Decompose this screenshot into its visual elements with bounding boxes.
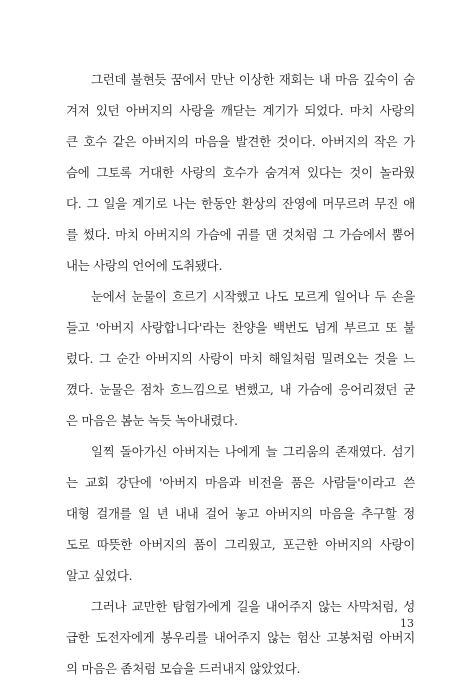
text-line: 알고 싶었다. (66, 568, 133, 583)
text-line: 렀다. 그 순간 아버지의 사랑이 마치 해일처럼 밀려오는 것을 느 (66, 351, 415, 366)
text-line: 의 마음은 좀처럼 모습을 드러내지 않았었다. (66, 661, 301, 676)
text-line: 는 교회 강단에 '아버지 마음과 비전을 품은 사람들'이라고 쓴 (66, 475, 415, 490)
text-line: 내는 사랑의 언어에 도취됐다. (66, 258, 223, 273)
text-line: 눈에서 눈물이 흐르기 시작했고 나도 모르게 일어나 두 손을 (91, 289, 415, 304)
text-line: 슴에 그토록 거대한 사랑의 호수가 숨겨져 있다는 것이 놀라웠 (66, 165, 415, 180)
text-line: 대형 걸개를 일 년 내내 걸어 놓고 아버지의 마음을 추구할 정 (66, 506, 415, 521)
paragraph-1 (66, 64, 415, 281)
paragraph-3 (66, 436, 415, 591)
text-line: 도로 따뜻한 아버지의 품이 그리웠고, 포근한 아버지의 사랑이 (66, 537, 415, 552)
text-line: 은 마음은 봄눈 녹듯 녹아내렸다. (66, 413, 238, 428)
paragraph-2 (66, 281, 415, 436)
text-line: 들고 '아버지 사랑합니다'라는 찬양을 백번도 넘게 부르고 또 불 (66, 320, 415, 335)
text-line: 일찍 돌아가신 아버지는 나에게 늘 그리움의 존재였다. 섬기 (91, 444, 415, 459)
text-line: 그러나 교만한 탐험가에게 길을 내어주지 않는 사막처럼, 성 (91, 599, 415, 614)
text-line: 꼈다. 눈물은 점차 흐느낌으로 변했고, 내 가슴에 응어리졌던 굳 (66, 382, 415, 397)
text-line: 그런데 불현듯 꿈에서 만난 이상한 재회는 내 마음 깊숙이 숨 (91, 72, 415, 87)
text-line: 급한 도전자에게 봉우리를 내어주지 않는 험산 고봉처럼 아버지 (66, 630, 415, 645)
page-number: 13 (400, 617, 414, 630)
text-line: 다. 그 일을 계기로 나는 한동안 환상의 잔영에 머무르려 무진 애 (66, 196, 415, 211)
text-line: 겨져 있던 아버지의 사랑을 깨닫는 계기가 되었다. 마치 사랑의 (66, 103, 415, 118)
text-line: 큰 호수 같은 아버지의 마음을 발견한 것이다. 아버지의 작은 가 (66, 134, 415, 149)
text-line: 를 썼다. 마치 아버지의 가슴에 귀를 댄 것처럼 그 가슴에서 뿜어 (66, 227, 415, 242)
body-text (66, 64, 415, 684)
paragraph-4 (66, 591, 415, 684)
